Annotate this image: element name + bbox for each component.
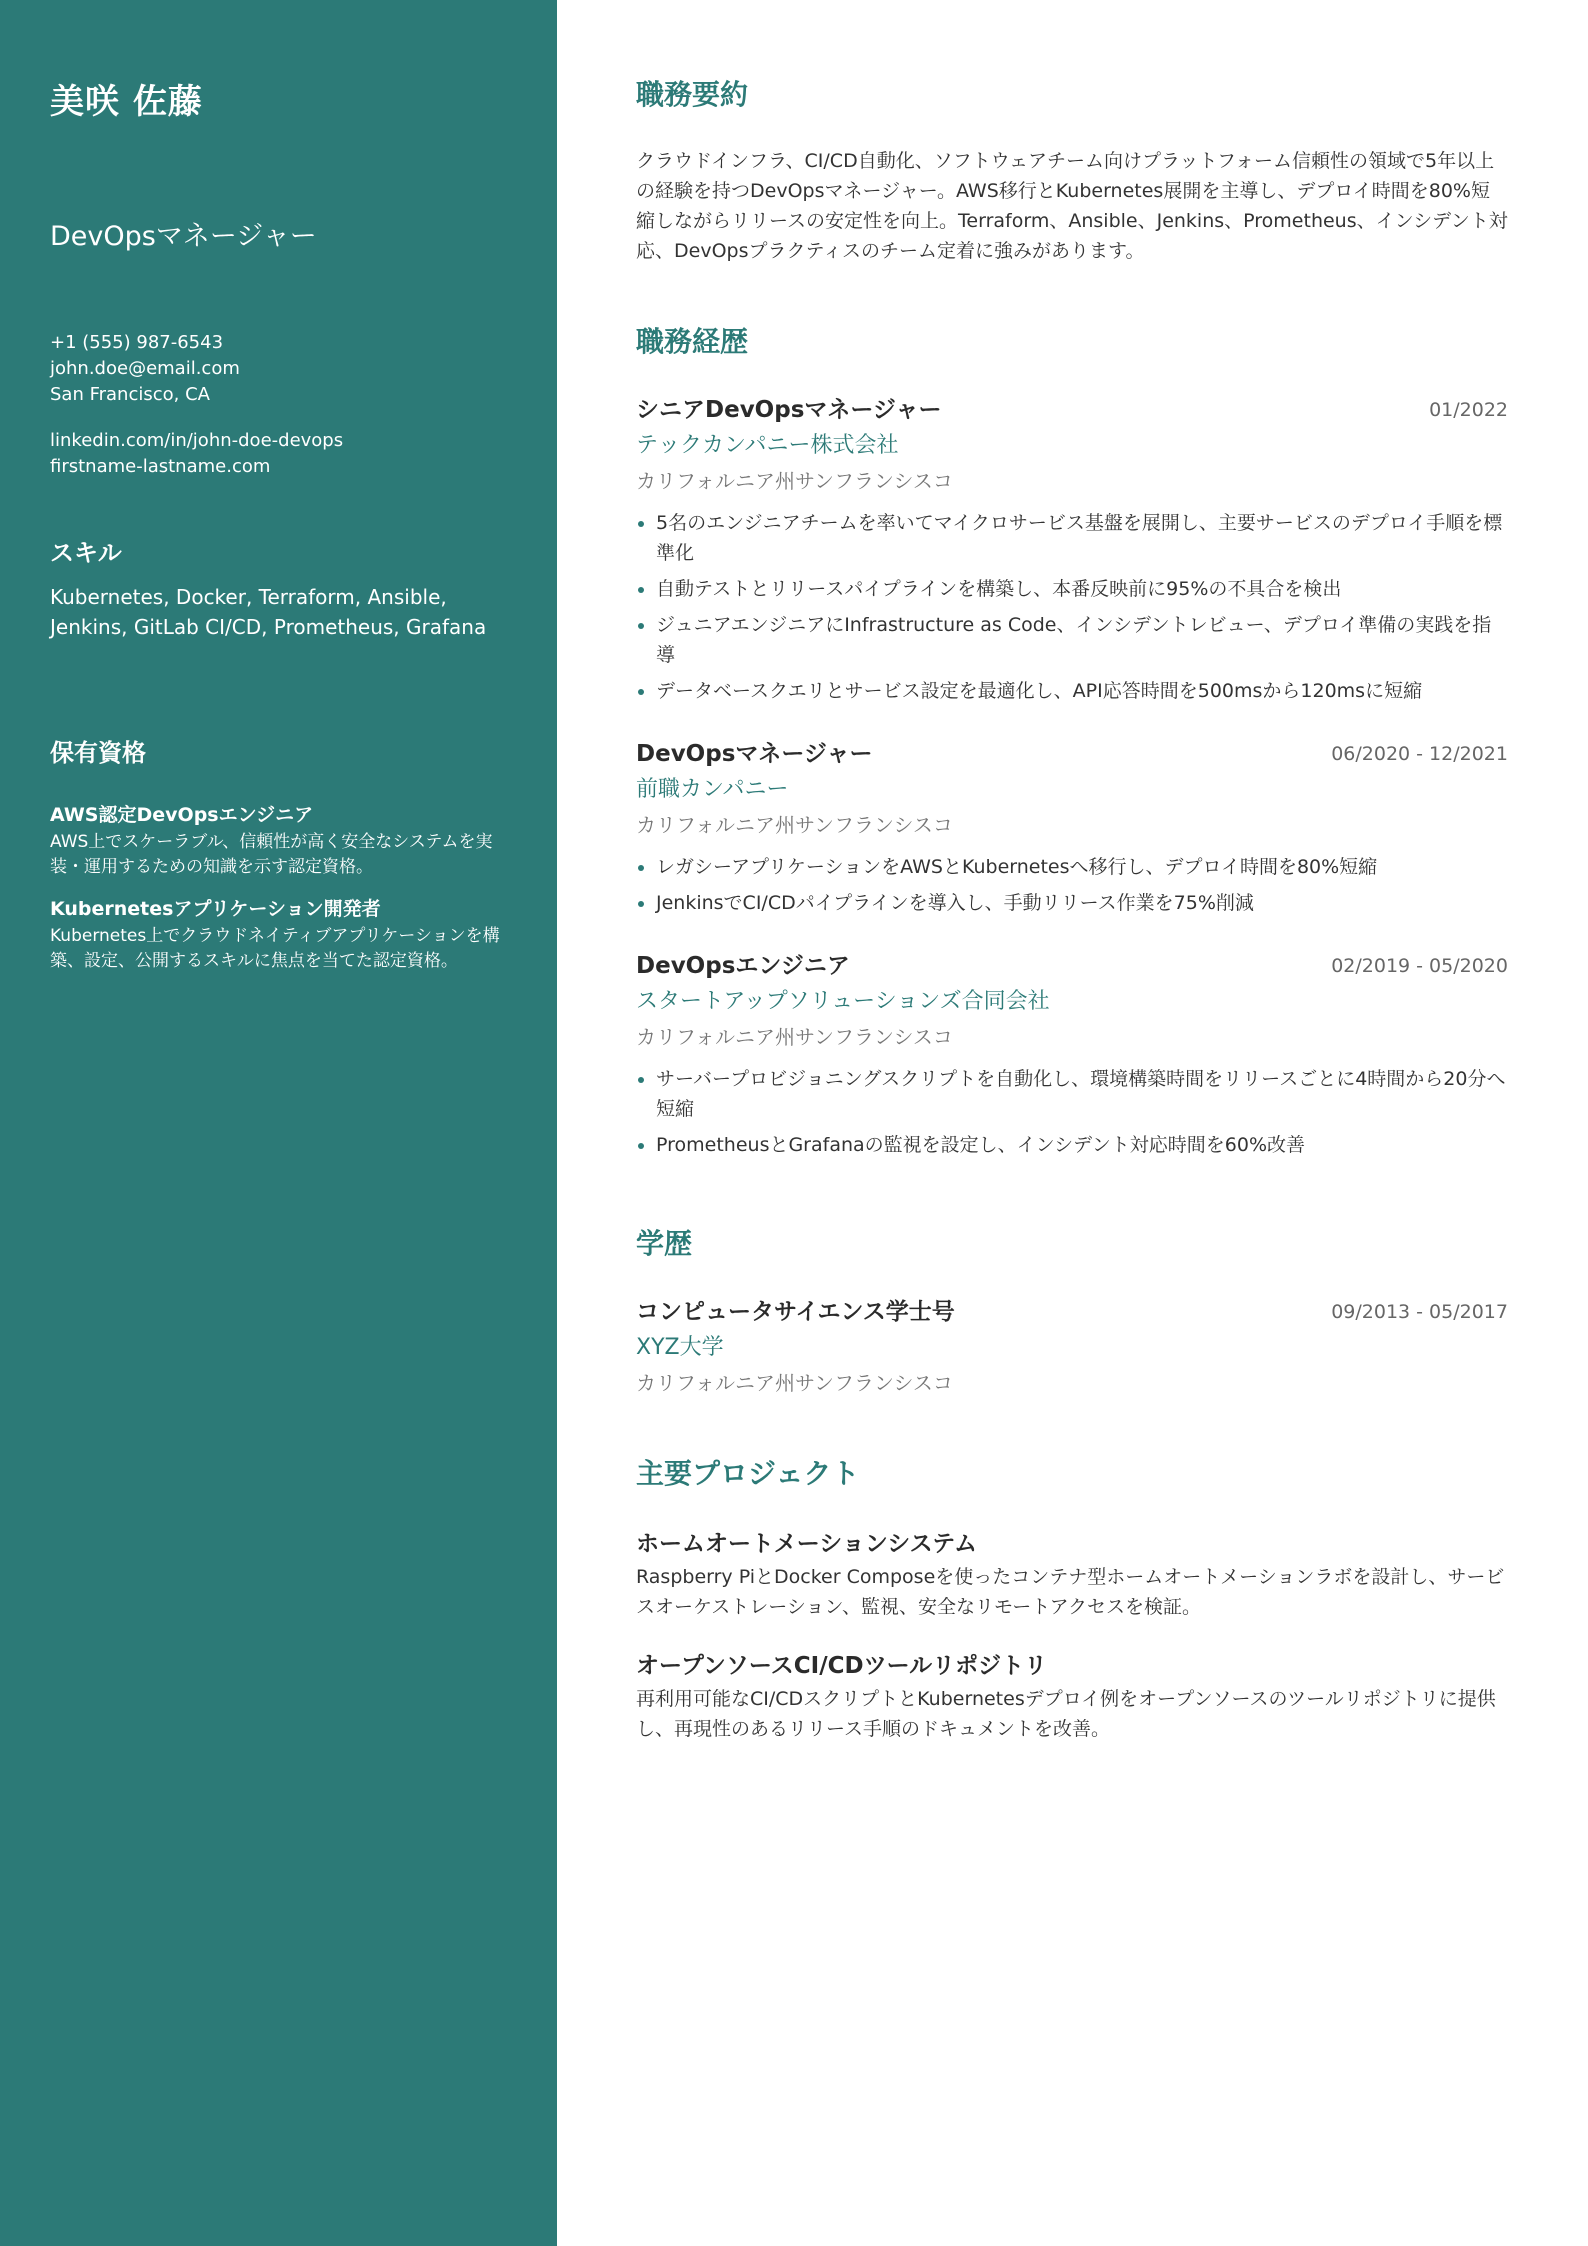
job-bullet: 5名のエンジニアチームを率いてマイクロサービス基盤を展開し、主要サービスのデプロイ手順を標準化	[636, 508, 1508, 568]
project-entry	[636, 1526, 1508, 1622]
contact-location: San Francisco, CA	[50, 384, 210, 405]
job-bullet: レガシーアプリケーションをAWSとKubernetesへ移行し、デプロイ時間を80%短縮	[636, 852, 1508, 882]
job-bullet: サーバープロビジョニングスクリプトを自動化し、環境構築時間をリリースごとに4時間から20分へ短縮	[636, 1064, 1508, 1124]
job-bullet: データベースクエリとサービス設定を最適化し、API応答時間を500msから120msに短縮	[636, 676, 1508, 706]
cert-title: AWS認定DevOpsエンジニア	[50, 804, 314, 826]
cert-desc: Kubernetes上でクラウドネイティブアプリケーションを構築、設定、公開するスキルに焦点を当てた認定資格。	[50, 926, 500, 971]
project-desc: 再利用可能なCI/CDスクリプトとKubernetesデプロイ例をオープンソースのツールリポジトリに提供し、再現性のあるリリース手順のドキュメントを改善。	[636, 1688, 1496, 1740]
candidate-name: 美咲 佐藤	[50, 82, 203, 122]
job-title: シニアDevOpsマネージャー	[636, 397, 942, 423]
certs-heading: 保有資格	[50, 739, 146, 767]
job-bullet: ジュニアエンジニアにInfrastructure as Code、インシデントレビュー、デプロイ準備の実践を指導	[636, 610, 1508, 670]
projects-heading: 主要プロジェクト	[636, 1457, 860, 1490]
job-bullet: PrometheusとGrafanaの監視を設定し、インシデント対応時間を60%改善	[636, 1130, 1508, 1160]
job-date: 02/2019 - 05/2020	[1331, 955, 1508, 977]
education-date: 09/2013 - 05/2017	[1331, 1301, 1508, 1323]
cert-title: Kubernetesアプリケーション開発者	[50, 898, 381, 920]
job-bullets	[636, 1064, 1508, 1160]
cert-item	[50, 894, 520, 974]
experience-heading: 職務経歴	[636, 325, 749, 358]
job-entry	[636, 948, 1508, 1166]
job-company: 前職カンパニー	[636, 777, 789, 802]
degree-title: コンピュータサイエンス学士号	[636, 1299, 955, 1325]
job-bullet: JenkinsでCI/CDパイプラインを導入し、手動リリース作業を75%削減	[636, 888, 1508, 918]
job-entry	[636, 736, 1508, 924]
job-title: DevOpsエンジニア	[636, 953, 850, 979]
skills-list: Kubernetes, Docker, Terraform, Ansible, Jenkins, GitLab CI/CD, Prometheus, Grafana	[50, 585, 487, 639]
contact-email[interactable]: john.doe@email.com	[50, 358, 240, 379]
job-location: カリフォルニア州サンフランシスコ	[636, 813, 953, 837]
contact-block	[50, 330, 343, 480]
certs-list	[50, 800, 520, 988]
project-title: ホームオートメーションシステム	[636, 1531, 977, 1557]
job-location: カリフォルニア州サンフランシスコ	[636, 469, 953, 493]
school-name: XYZ大学	[636, 1335, 724, 1360]
summary-text: クラウドインフラ、CI/CD自動化、ソフトウェアチーム向けプラットフォーム信頼性の領域で5年以上の経験を持つDevOpsマネージャー。AWS移行とKubernetes展開を主導し、デプロイ時間を80%短縮しながらリリースの安定性を向上。Terraform、Ansible、Jenkins、Prometheus、インシデント対応、DevOpsプラクティスのチーム定着に強みがあります。	[636, 150, 1508, 262]
job-date: 01/2022	[1429, 399, 1508, 421]
job-date: 06/2020 - 12/2021	[1331, 743, 1508, 765]
education-entry	[636, 1294, 1508, 1400]
job-title: DevOpsマネージャー	[636, 741, 873, 767]
contact-linkedin[interactable]: linkedin.com/in/john-doe-devops	[50, 430, 344, 451]
contact-phone: +1 (555) 987-6543	[50, 332, 224, 353]
education-heading: 学歴	[636, 1227, 693, 1260]
candidate-role: DevOpsマネージャー	[50, 221, 317, 252]
job-entry	[636, 392, 1508, 712]
job-company: スタートアップソリューションズ合同会社	[636, 989, 1050, 1014]
skills-heading: スキル	[50, 539, 122, 567]
job-bullets	[636, 852, 1508, 918]
contact-website[interactable]: firstname-lastname.com	[50, 456, 271, 477]
job-bullet: 自動テストとリリースパイプラインを構築し、本番反映前に95%の不具合を検出	[636, 574, 1508, 604]
cert-desc: AWS上でスケーラブル、信頼性が高く安全なシステムを実装・運用するための知識を示す認定資格。	[50, 832, 493, 877]
project-desc: Raspberry PiとDocker Composeを使ったコンテナ型ホームオートメーションラボを設計し、サービスオーケストレーション、監視、安全なリモートアクセスを検証。	[636, 1566, 1505, 1618]
summary-heading: 職務要約	[636, 78, 749, 111]
job-company: テックカンパニー株式会社	[636, 433, 899, 458]
project-title: オープンソースCI/CDツールリポジトリ	[636, 1653, 1048, 1679]
project-entry	[636, 1648, 1508, 1744]
sidebar	[0, 0, 557, 2246]
job-bullets	[636, 508, 1508, 706]
job-location: カリフォルニア州サンフランシスコ	[636, 1025, 953, 1049]
school-location: カリフォルニア州サンフランシスコ	[636, 1371, 953, 1395]
cert-item	[50, 800, 520, 880]
